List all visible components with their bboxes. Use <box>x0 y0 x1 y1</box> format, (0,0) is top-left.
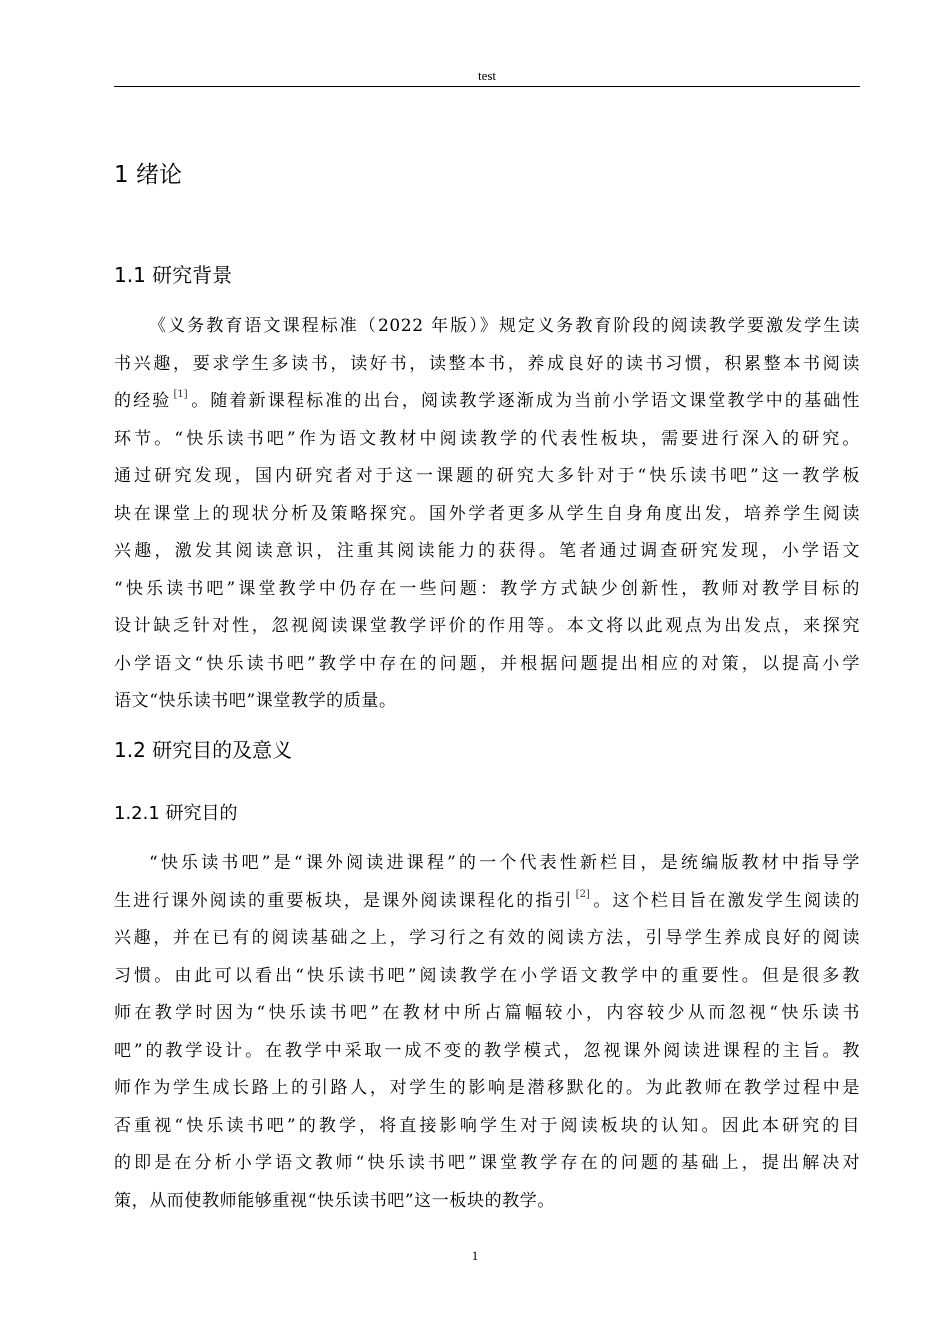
paragraph-line: “快乐读书吧”是“课外阅读进课程”的一个代表性新栏目，是统编版教材中指导学 <box>149 853 860 873</box>
line-text: 的经验 <box>114 391 172 411</box>
paragraph-line: 策，从而使教师能够重视“快乐读书吧”这一板块的教学。 <box>114 1190 555 1211</box>
section-title-purpose-significance: 1.2 研究目的及意义 <box>114 738 293 762</box>
citation-marker: [2] <box>575 888 590 900</box>
paragraph-line <box>114 883 860 921</box>
running-title: test <box>477 68 497 83</box>
chapter-title: 1 绪论 <box>114 162 182 188</box>
paragraph-line: 习惯。由此可以看出“快乐读书吧”阅读教学在小学语文教学中的重要性。但是很多教 <box>114 965 860 986</box>
page-number: 1 <box>471 1248 479 1263</box>
paragraph-line: 设计缺乏针对性，忽视阅读课堂教学评价的作用等。本文将以此观点为出发点，来探究 <box>114 616 860 636</box>
paragraph-line: 师在教学时因为“快乐读书吧”在教材中所占篇幅较小，内容较少从而忽视“快乐读书 <box>114 1003 860 1023</box>
paragraph-line: 否重视“快乐读书吧”的教学，将直接影响学生对于阅读板块的认知。因此本研究的目 <box>114 1115 860 1136</box>
line-text: 。这个栏目旨在激发学生阅读的 <box>591 890 860 911</box>
paragraph-line: 通过研究发现，国内研究者对于这一课题的研究大多针对于“快乐读书吧”这一教学板 <box>114 466 860 486</box>
paragraph-line: “快乐读书吧”课堂教学中仍存在一些问题：教学方式缺少创新性，教师对教学目标的 <box>114 578 860 599</box>
paragraph-line <box>114 383 860 421</box>
paragraph-line: 兴趣，激发其阅读意识，注重其阅读能力的获得。笔者通过调查研究发现，小学语文 <box>114 541 860 561</box>
citation-marker: [1] <box>173 389 188 400</box>
line-text: 生进行课外阅读的重要板块，是课外阅读课程化的指引 <box>114 890 574 911</box>
section-title-background: 1.1 研究背景 <box>114 263 233 287</box>
paragraph-line: 《义务教育语文课程标准（2022 年版）》规定义务教育阶段的阅读教学要激发学生读 <box>149 316 860 336</box>
paragraph-line: 吧”的教学设计。在教学中采取一成不变的教学模式，忽视课外阅读进课程的主旨。教 <box>114 1040 860 1061</box>
subsection-title-purpose: 1.2.1 研究目的 <box>114 803 238 824</box>
paragraph-line: 兴趣，并在已有的阅读基础之上，学习行之有效的阅读方法，引导学生养成良好的阅读 <box>114 928 860 948</box>
line-text: 。随着新课程标准的出台，阅读教学逐渐成为当前小学语文课堂教学中的基础性 <box>189 391 860 411</box>
paragraph-line: 语文“快乐读书吧”课堂教学的质量。 <box>114 691 397 711</box>
paragraph-purpose <box>114 845 860 1220</box>
paragraph-line: 师作为学生成长路上的引路人，对学生的影响是潜移默化的。为此教师在教学过程中是 <box>114 1078 860 1098</box>
paragraph-background <box>114 308 860 721</box>
paragraph-line: 的即是在分析小学语文教师“快乐读书吧”课堂教学存在的问题的基础上，提出解决对 <box>114 1153 860 1173</box>
paragraph-line: 小学语文“快乐读书吧”教学中存在的问题，并根据问题提出相应的对策，以提高小学 <box>114 653 860 674</box>
paragraph-line: 块在课堂上的现状分析及策略探究。国外学者更多从学生自身角度出发，培养学生阅读 <box>114 503 860 524</box>
paragraph-line: 书兴趣，要求学生多读书，读好书，读整本书，养成良好的读书习惯，积累整本书阅读 <box>114 353 860 374</box>
page-header <box>114 66 860 87</box>
paragraph-line: 环节。“快乐读书吧”作为语文教材中阅读教学的代表性板块，需要进行深入的研究。 <box>114 428 860 449</box>
